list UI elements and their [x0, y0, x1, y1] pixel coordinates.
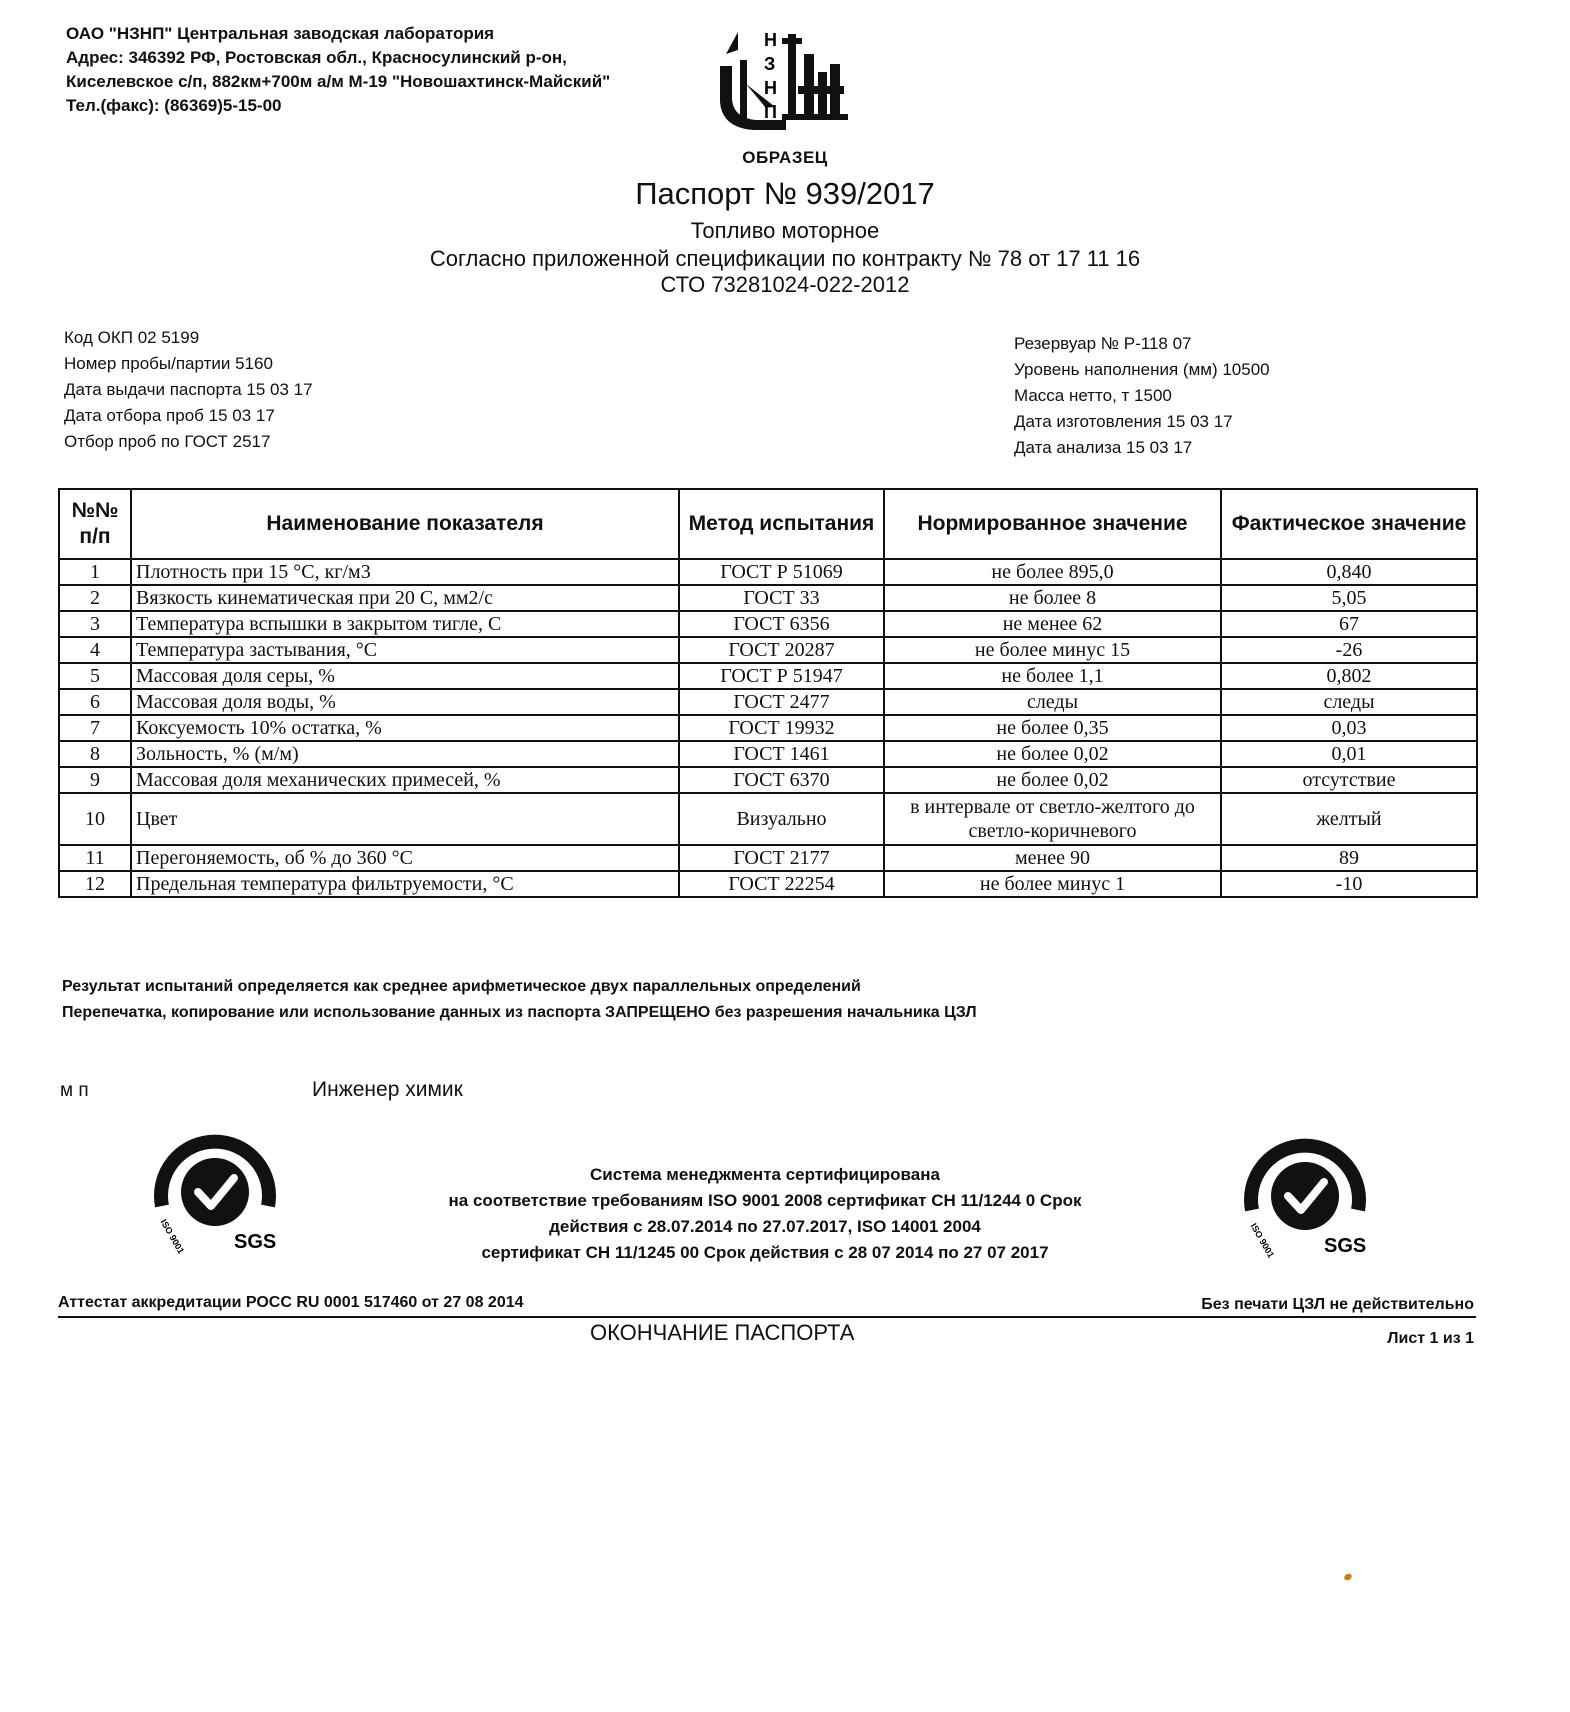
- actual-value: -10: [1221, 871, 1477, 897]
- test-method: ГОСТ 19932: [679, 715, 884, 741]
- logo-letter: П: [764, 102, 777, 122]
- row-number: 4: [59, 637, 131, 663]
- test-method: ГОСТ 22254: [679, 871, 884, 897]
- org-address-line: Киселевское с/п, 882км+700м а/м М-19 "Новошахтинск-Майский": [66, 72, 611, 91]
- sheet-number: Лист 1 из 1: [1387, 1330, 1474, 1347]
- seal-brand: SGS: [1324, 1235, 1367, 1257]
- test-results-table: [58, 488, 1478, 898]
- logo-letter: Н: [764, 30, 777, 50]
- col-header-norm: Нормированное значение: [884, 489, 1221, 559]
- engineer-signature-label: Инженер химик: [312, 1078, 463, 1101]
- issue-date: Дата выдачи паспорта 15 03 17: [64, 380, 313, 399]
- actual-value: 0,03: [1221, 715, 1477, 741]
- notes-block: [62, 974, 977, 1026]
- test-method: ГОСТ 6356: [679, 611, 884, 637]
- table-row: [59, 559, 1477, 585]
- row-number: 6: [59, 689, 131, 715]
- table-row: [59, 793, 1477, 845]
- reservoir-number: Резервуар № Р-118 07: [1014, 334, 1192, 353]
- organization-header: [66, 22, 610, 118]
- indicator-name: Цвет: [131, 793, 679, 845]
- norm-value: не более минус 1: [884, 871, 1221, 897]
- row-number: 1: [59, 559, 131, 585]
- passport-meta-right: [1014, 331, 1270, 461]
- norm-value: менее 90: [884, 845, 1221, 871]
- table-row: [59, 663, 1477, 689]
- indicator-name: Температура вспышки в закрытом тигле, С: [131, 611, 679, 637]
- indicator-name: Массовая доля воды, %: [131, 689, 679, 715]
- test-method: ГОСТ 2477: [679, 689, 884, 715]
- test-method: ГОСТ 33: [679, 585, 884, 611]
- row-number: 7: [59, 715, 131, 741]
- actual-value: 5,05: [1221, 585, 1477, 611]
- sgs-seal-icon: [150, 1128, 280, 1258]
- norm-value: не более 1,1: [884, 663, 1221, 689]
- actual-value: 89: [1221, 845, 1477, 871]
- org-phone-line: Тел.(факс): (86369)5-15-00: [66, 96, 282, 115]
- logo-letter: З: [764, 54, 776, 74]
- result-note: Результат испытаний определяется как среднее арифметическое двух параллельных определений: [62, 978, 861, 995]
- table-row: [59, 871, 1477, 897]
- table-row: [59, 611, 1477, 637]
- row-number: 8: [59, 741, 131, 767]
- cert-line: на соответствие требованиям ISO 9001 2008 сертификат СН 11/1244 0 Срок: [448, 1191, 1082, 1210]
- cert-line: сертификат СН 11/1245 00 Срок действия с 28 07 2014 по 27 07 2017: [481, 1243, 1049, 1262]
- table-row: [59, 845, 1477, 871]
- table-row: [59, 767, 1477, 793]
- actual-value: 0,802: [1221, 663, 1477, 689]
- norm-value: не более 0,02: [884, 741, 1221, 767]
- product-name: Топливо моторное: [690, 218, 880, 243]
- cert-line: действия с 28.07.2014 по 27.07.2017, ISO 14001 2004: [549, 1217, 981, 1236]
- actual-value: 0,840: [1221, 559, 1477, 585]
- col-header-method: Метод испытания: [679, 489, 884, 559]
- indicator-name: Перегоняемость, об % до 360 °С: [131, 845, 679, 871]
- col-header-indicator: Наименование показателя: [131, 489, 679, 559]
- test-method: ГОСТ 1461: [679, 741, 884, 767]
- indicator-name: Температура застывания, °С: [131, 637, 679, 663]
- sample-label: ОБРАЗЕЦ: [742, 148, 828, 167]
- copyright-note: Перепечатка, копирование или использование данных из паспорта ЗАПРЕЩЕНО без разрешения начальника ЦЗЛ: [62, 1004, 977, 1021]
- actual-value: желтый: [1221, 793, 1477, 845]
- norm-value: не более минус 15: [884, 637, 1221, 663]
- row-number: 10: [59, 793, 131, 845]
- col-header-actual: Фактическое значение: [1221, 489, 1477, 559]
- sample-number: Номер пробы/партии 5160: [64, 354, 273, 373]
- table-row: [59, 689, 1477, 715]
- norm-value: не более 0,02: [884, 767, 1221, 793]
- actual-value: следы: [1221, 689, 1477, 715]
- norm-value: не более 8: [884, 585, 1221, 611]
- company-logo-icon: [712, 24, 862, 139]
- seal-brand: SGS: [234, 1231, 277, 1253]
- actual-value: отсутствие: [1221, 767, 1477, 793]
- indicator-name: Плотность при 15 °С, кг/м3: [131, 559, 679, 585]
- fill-level: Уровень наполнения (мм) 10500: [1014, 360, 1270, 379]
- test-method: ГОСТ Р 51947: [679, 663, 884, 689]
- indicator-name: Вязкость кинематическая при 20 С, мм2/с: [131, 585, 679, 611]
- contract-spec-line: Согласно приложенной спецификации по контракту № 78 от 17 11 16: [429, 246, 1141, 271]
- standard-line: СТО 73281024-022-2012: [660, 272, 910, 297]
- row-number: 12: [59, 871, 131, 897]
- okp-code: Код ОКП 02 5199: [64, 328, 200, 347]
- test-method: Визуально: [679, 793, 884, 845]
- norm-value: не менее 62: [884, 611, 1221, 637]
- indicator-name: Массовая доля серы, %: [131, 663, 679, 689]
- test-method: ГОСТ 20287: [679, 637, 884, 663]
- sampling-date: Дата отбора проб 15 03 17: [64, 406, 275, 425]
- table-row: [59, 637, 1477, 663]
- passport-meta-left: [64, 325, 313, 455]
- test-method: ГОСТ 2177: [679, 845, 884, 871]
- seal-ring-text: ISO 9001: [1248, 1221, 1277, 1260]
- passport-end-label: ОКОНЧАНИЕ ПАСПОРТА: [590, 1320, 855, 1345]
- row-number: 2: [59, 585, 131, 611]
- indicator-name: Массовая доля механических примесей, %: [131, 767, 679, 793]
- stamp-place-label: м п: [60, 1080, 89, 1101]
- actual-value: 0,01: [1221, 741, 1477, 767]
- col-header-number: №№ п/п: [59, 489, 131, 559]
- net-mass: Масса нетто, т 1500: [1014, 386, 1172, 405]
- manufacture-date: Дата изготовления 15 03 17: [1014, 412, 1233, 431]
- indicator-name: Зольность, % (м/м): [131, 741, 679, 767]
- certification-block: [390, 1162, 1140, 1266]
- norm-value: в интервале от светло-желтого до светло-коричневого: [884, 793, 1221, 845]
- sgs-seal-icon: [1240, 1132, 1370, 1262]
- passport-title: Паспорт № 939/2017: [635, 176, 935, 211]
- row-number: 3: [59, 611, 131, 637]
- test-method: ГОСТ 6370: [679, 767, 884, 793]
- cert-line: Система менеджмента сертифицирована: [590, 1165, 940, 1184]
- table-header-row: [59, 489, 1477, 559]
- table-row: [59, 585, 1477, 611]
- row-number: 11: [59, 845, 131, 871]
- table-row: [59, 715, 1477, 741]
- norm-value: не более 0,35: [884, 715, 1221, 741]
- test-method: ГОСТ Р 51069: [679, 559, 884, 585]
- org-line: ОАО "НЗНП" Центральная заводская лаборатория: [66, 24, 495, 43]
- table-row: [59, 741, 1477, 767]
- accreditation-line: Аттестат аккредитации РОСС RU 0001 517460 от 27 08 2014: [58, 1294, 524, 1311]
- row-number: 5: [59, 663, 131, 689]
- analysis-date: Дата анализа 15 03 17: [1014, 438, 1193, 457]
- indicator-name: Предельная температура фильтруемости, °С: [131, 871, 679, 897]
- ink-speck: [1343, 1572, 1353, 1581]
- seal-ring-text: ISO 9001: [158, 1217, 187, 1256]
- sampling-standard: Отбор проб по ГОСТ 2517: [64, 432, 271, 451]
- indicator-name: Коксуемость 10% остатка, %: [131, 715, 679, 741]
- actual-value: 67: [1221, 611, 1477, 637]
- actual-value: -26: [1221, 637, 1477, 663]
- norm-value: следы: [884, 689, 1221, 715]
- row-number: 9: [59, 767, 131, 793]
- footer-divider: [58, 1316, 1476, 1318]
- logo-letter: Н: [764, 78, 777, 98]
- norm-value: не более 895,0: [884, 559, 1221, 585]
- org-address-line: Адрес: 346392 РФ, Ростовская обл., Красносулинский р-он,: [66, 48, 567, 67]
- invalid-without-stamp-note: Без печати ЦЗЛ не действительно: [1201, 1296, 1474, 1313]
